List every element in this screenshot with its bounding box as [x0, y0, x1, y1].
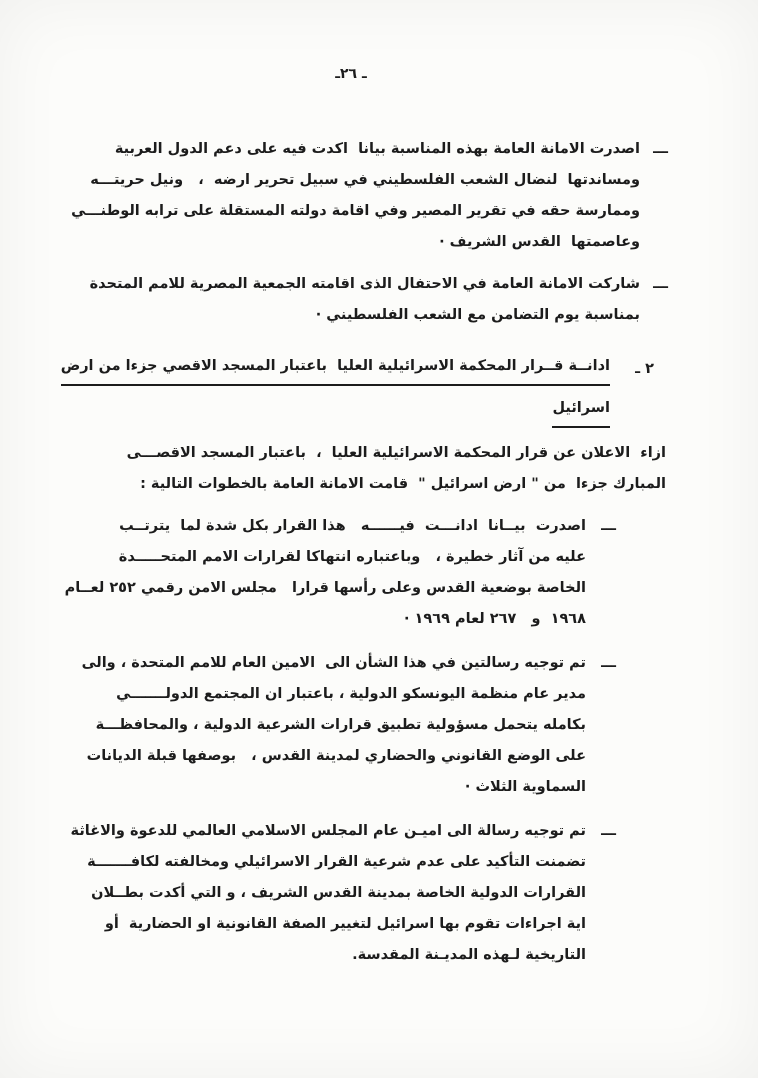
text-line: شاركت الامانة العامة في الاحتفال الذى اقامته الجمعية المصرية للامم المتحدة	[89, 276, 640, 292]
sub-paragraph-two-letters	[81, 648, 616, 803]
text-line: وممارسة حقه في تقرير المصير وفي اقامة دولته المستقلة على ترابه الوطنـــي	[71, 203, 640, 219]
page-number: ـ ٢٦ـ	[335, 66, 367, 82]
text-line: تضمنت التأكيد على عدم شرعية القرار الاسرائيلي ومخالفته لكافـــــــة	[87, 854, 586, 870]
bullet-dash-icon: ـــ	[653, 276, 668, 292]
section-dash-icon: ـ	[635, 361, 641, 377]
text-line: على الوضع القانوني والحضاري لمدينة القدس ، بوصفها قبلة الديانات	[86, 748, 586, 764]
section-number	[635, 351, 654, 387]
section-intro	[104, 438, 666, 500]
sub-paragraph-condemnation-statement	[64, 511, 616, 635]
text-line: مدير عام منظمة اليونسكو الدولية ، باعتبار ان المجتمع الدولـــــــي	[116, 686, 586, 702]
text-line: ١٩٦٨ و ٢٦٧ لعام ١٩٦٩ ·	[403, 611, 586, 627]
text-line: اصدرت بيــانا ادانـــت فيــــــه هذا القرار بكل شدة لما يترتــب	[119, 518, 586, 534]
text-line: ازاء الاعلان عن قرار المحكمة الاسرائيلية العليا ، باعتبار المسجد الاقصـــى	[126, 445, 666, 461]
sub-paragraph-islamic-council-letter	[70, 816, 616, 971]
text-line: بمناسبة يوم التضامن مع الشعب الفلسطيني ·	[315, 307, 640, 323]
paragraph-support-statement	[71, 134, 668, 258]
bullet-dash-icon: ـــ	[601, 823, 616, 839]
bullet-dash-icon: ـــ	[601, 655, 616, 671]
section-title-line-2: اسرائيل	[552, 393, 610, 428]
text-line: اية اجراءات تقوم بها اسرائيل لتغيير الصفة القانونية او الحضارية أو	[104, 916, 586, 932]
text-line: التاريخية لـهذه المديـنة المقدسة.	[352, 947, 586, 963]
bullet-dash-icon: ـــ	[653, 141, 668, 157]
section-number-value: ٢	[645, 361, 654, 377]
text-line: المبارك جزءا من " ارض اسرائيل " قامت الامانة العامة بالخطوات التالية :	[140, 476, 666, 492]
text-line: وعاصمتها القدس الشريف ·	[439, 234, 640, 250]
text-line: تم توجيه رسالة الى اميـن عام المجلس الاسلامي العالمي للدعوة والاغاثة	[70, 823, 586, 839]
text-line: ومساندتها لنضال الشعب الفلسطيني في سبيل تحرير ارضه ، ونيل حريتـــه	[90, 172, 640, 188]
text-line: القرارات الدولية الخاصة بمدينة القدس الشريف ، و التي أكدت بطــلان	[91, 885, 586, 901]
document-content	[60, 134, 668, 971]
text-line: اصدرت الامانة العامة بهذه المناسبة بيانا اكدت فيه على دعم الدول العربية	[114, 141, 640, 157]
text-line: بكامله يتحمل مسؤولية تطبيق قرارات الشرعية الدولية ، والمحافظـــة	[95, 717, 586, 733]
section-heading	[60, 351, 666, 428]
paragraph-solidarity-day	[89, 269, 668, 331]
bullet-dash-icon: ـــ	[601, 518, 616, 534]
text-line: تم توجيه رسالتين في هذا الشأن الى الامين العام للامم المتحدة ، والى	[81, 655, 586, 671]
section-title-line-1: ادانــة قــرار المحكمة الاسرائيلية العليا باعتبار المسجد الاقصي جزءا من ارض	[61, 351, 610, 386]
text-line: عليه من آثار خطيرة ، وباعتباره انتهاكا لقرارات الامم المتحـــــدة	[118, 549, 586, 565]
text-line: السماوية الثلاث ·	[464, 779, 586, 795]
text-line: الخاصة بوضعية القدس وعلى رأسها قرارا مجلس الامن رقمي ٢٥٢ لعــام	[64, 580, 586, 596]
